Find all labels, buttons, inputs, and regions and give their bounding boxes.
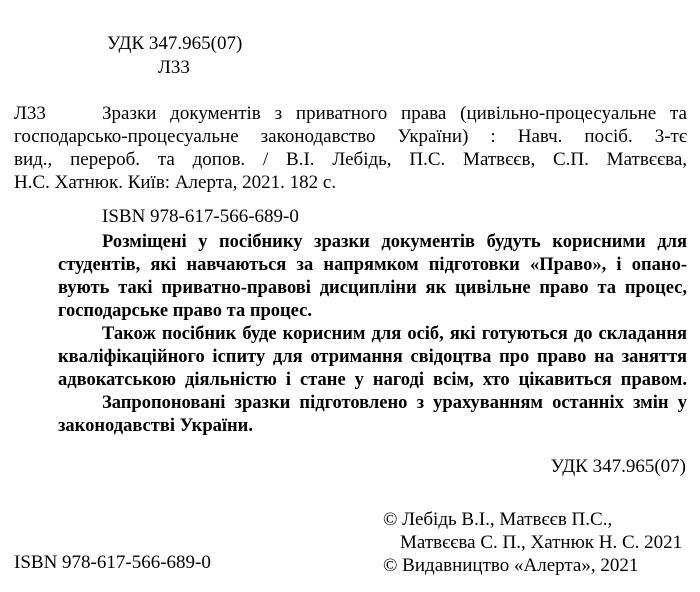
annotation-line: законодавстві України. (58, 416, 253, 436)
annotation-line: господарське право та процес. (58, 301, 312, 321)
annotation-line: студентів, які навчаються за напрямком підготовки «Право», і опано- (58, 255, 687, 275)
catalog-line: вид., перероб. та допов. / В.І. Лебідь, П.С. Матвєєв, С.П. Матвєєва, (14, 149, 687, 170)
copyright-authors: © Лебідь В.І., Матвєєв П.С., (383, 509, 613, 530)
annotation-line: вують такі приватно-правові дисципліни як цивільне право та процес, (58, 278, 687, 298)
catalog-line: господарсько-процесуальне законодавство України) : Навч. посіб. 3-тє (14, 126, 687, 147)
udk-code-bottom: УДК 347.965(07) (550, 456, 686, 477)
catalog-isbn: ISBN 978-617-566-689-0 (102, 206, 299, 227)
author-mark-top: Л33 (158, 57, 190, 78)
annotation-line: Розміщені у посібнику зразки документів будуть корисними для (102, 232, 687, 252)
isbn-bottom: ISBN 978-617-566-689-0 (14, 552, 211, 573)
annotation-line: кваліфікаційного іспиту для отримання свідоцтва про право на заняття (58, 347, 687, 367)
catalog-line: Н.С. Хатнюк. Київ: Алерта, 2021. 182 с. (14, 172, 337, 193)
catalog-line: Зразки документів з приватного права (цивільно-процесуальне та (102, 103, 687, 124)
annotation-line: адвокатською діяльністю і стане у нагоді всім, хто цікавиться правом. (58, 370, 687, 390)
udk-code-top: УДК 347.965(07) (107, 33, 243, 54)
catalog-mark: Л33 (14, 103, 46, 124)
annotation-line: Також посібник буде корисним для осіб, які готуються до складання (102, 324, 687, 344)
copyright-authors-continued: Матвєєва С. П., Хатнюк Н. С. 2021 (400, 532, 683, 553)
annotation-line: Запропоновані зразки підготовлено з урахуванням останніх змін у (102, 393, 687, 413)
copyright-publisher: © Видавництво «Алерта», 2021 (383, 555, 639, 576)
